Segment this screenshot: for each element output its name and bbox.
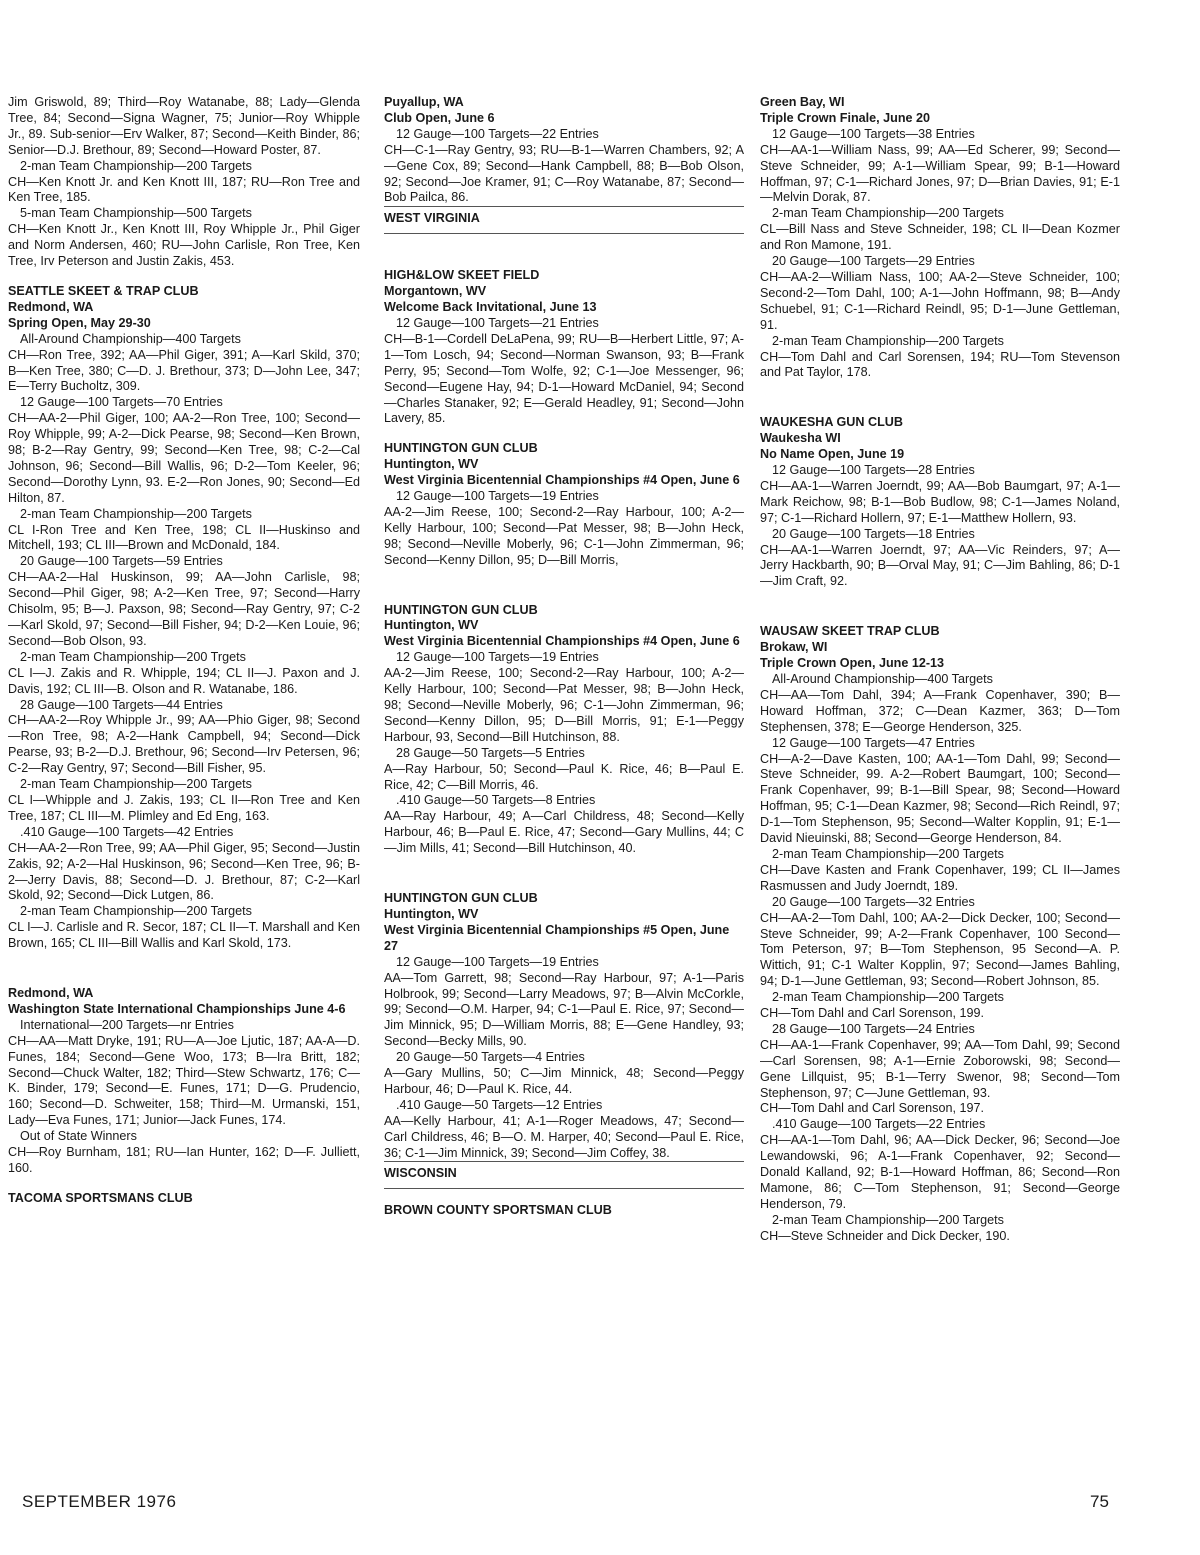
club-heading: HUNTINGTON GUN CLUB [384, 441, 538, 456]
results-paragraph: CL I—J. Zakis and R. Whipple, 194; CL II—J. Paxon and J. Davis, 192; CL III—B. Olson and R. Watanabe, 186. [8, 665, 360, 696]
club-heading: Waukesha WI [760, 431, 841, 446]
results-paragraph: CL I—J. Carlisle and R. Secor, 187; CL II—T. Marshall and Ken Brown, 165; CL III—Bill Wallis and Karl Skold, 173. [8, 920, 360, 951]
event-line: 2-man Team Championship—200 Targets [20, 777, 252, 792]
club-heading: Brokaw, WI [760, 640, 828, 655]
results-paragraph: CH—Steve Schneider and Dick Decker, 190. [760, 1228, 1010, 1243]
results-paragraph: CH—AA-1—William Nass, 99; AA—Ed Scherer, 99; Second—Steve Schneider, 99; A-1—William Spear, 99; B-1—Howard Hoffman, 97; C-1—Richard Jones, 97; D—Brian Davies, 91; E-1—Melvin Dorak, 87. [760, 142, 1120, 205]
event-line: All-Around Championship—400 Targets [772, 672, 993, 686]
results-paragraph: CH—AA—Tom Dahl, 394; A—Frank Copenhaver, 390; B—Howard Hoffman, 372; C—Dean Kazmer, 363; D—Tom Stephensen, 378; E—George Henderson, 325. [760, 687, 1120, 734]
results-paragraph: A—Gary Mullins, 50; C—Jim Minnick, 48; Second—Peggy Harbour, 46; D—Paul K. Rice, 44. [384, 1066, 744, 1096]
event-line: 12 Gauge—100 Targets—47 Entries [772, 735, 975, 750]
event-line: All-Around Championship—400 Targets [20, 331, 241, 346]
event-line: 20 Gauge—100 Targets—18 Entries [772, 526, 975, 541]
event-line: .410 Gauge—50 Targets—12 Entries [396, 1097, 603, 1112]
results-paragraph: CH—Roy Burnham, 181; RU—Ian Hunter, 162; D—F. Julliett, 160. [8, 1145, 360, 1175]
club-heading: Puyallup, WA [384, 95, 464, 109]
club-heading: Huntington, WV [384, 906, 479, 921]
state-heading: WISCONSIN [384, 1161, 744, 1189]
issue-date: SEPTEMBER 1976 [22, 1492, 177, 1511]
event-line: 12 Gauge—100 Targets—22 Entries [396, 126, 599, 141]
club-heading: Redmond, WA [8, 986, 94, 1001]
results-paragraph: AA—Tom Garrett, 98; Second—Ray Harbour, 97; A-1—Paris Holbrook, 99; Second—Larry Meadows, 97; B—Alvin McCorkle, 99; Second—O.M. Harper, 94; C-1—Paul E. Rice, 97; Second—Jim Minnick, 95; D—William Morris, 88; E—Gene Handley, 93; Second—Becky Mills, 90. [384, 970, 744, 1049]
event-line: 12 Gauge—100 Targets—19 Entries [396, 650, 599, 665]
results-paragraph: CH—AA-1—Frank Copenhaver, 99; AA—Tom Dahl, 99; Second—Carl Sorensen, 98; A-1—Ernie Zoborowski, 98; Second—Gene Lillquist, 95; B-1—Terry Swenor, 98; Second—Tom Stephenson, 97; C—June Gettleman, 93. [760, 1037, 1120, 1100]
results-paragraph: CH—Tom Dahl and Carl Sorenson, 199. [760, 1006, 984, 1021]
results-paragraph: AA—Ray Harbour, 49; A—Carl Childress, 48; Second—Kelly Harbour, 46; B—Paul E. Rice, 47; Second—Gary Mullins, 44; C—Jim Mills, 41; Second—Bill Hutchinson, 40. [384, 809, 744, 856]
results-paragraph: CH—Ken Knott Jr. and Ken Knott III, 187; RU—Ron Tree and Ken Tree, 185. [8, 174, 360, 205]
results-paragraph: CH—Tom Dahl and Carl Sorensen, 194; RU—Tom Stevenson and Pat Taylor, 178. [760, 349, 1120, 380]
event-line: 12 Gauge—100 Targets—70 Entries [20, 395, 223, 410]
club-heading: SEATTLE SKEET & TRAP CLUB [8, 283, 199, 298]
results-paragraph: CH—AA-2—Hal Huskinson, 99; AA—John Carlisle, 98; Second—Phil Giger, 98; A-2—Ken Tree, 97; Second—Harry Chisolm, 95; B—J. Paxson, 98; Second—Ray Gentry, 97; C-2—Karl Skold, 97; Second—Bill Fisher, 94; D-2—Ken Louie, 96; Second—Bob Olson, 93. [8, 570, 360, 648]
club-heading: Huntington, WV [384, 618, 479, 633]
club-heading: No Name Open, June 19 [760, 447, 905, 462]
club-heading: TACOMA SPORTSMANS CLUB [8, 1190, 193, 1205]
event-line: 2-man Team Championship—200 Trgets [20, 649, 246, 664]
state-heading: WEST VIRGINIA [384, 206, 744, 234]
event-line: 12 Gauge—100 Targets—28 Entries [772, 463, 975, 478]
results-paragraph: AA—Kelly Harbour, 41; A-1—Roger Meadows, 47; Second—Carl Childress, 46; B—O. M. Harper, 40; Second—Paul E. Rice, 36; C-1—Jim Minnick, 39; Second—Jim Coffey, 38. [384, 1113, 744, 1160]
event-line: 2-man Team Championship—200 Targets [772, 206, 1004, 221]
event-line: 2-man Team Championship—200 Targets [20, 904, 252, 919]
event-line: 28 Gauge—100 Targets—44 Entries [20, 697, 223, 712]
results-paragraph: CH—AA-2—Phil Giger, 100; AA-2—Ron Tree, 100; Second—Roy Whipple, 99; A-2—Dick Pearse, 98; Second—Ken Brown, 98; B-2—Ray Gentry, 99; Second—Ken Tree, 98; C-2—Cal Johnson, 96; Second—Bill Wallis, 96; D-2—Tom Keeler, 96; Second—Dorothy Lynn, 93. E-2—Ron Jones, 90; Second—Ed Hilton, 87. [8, 411, 360, 505]
results-paragraph: CH—Tom Dahl and Carl Sorenson, 197. [760, 1101, 984, 1116]
club-heading: Washington State International Championships June 4-6 [8, 1001, 346, 1016]
event-line: 2-man Team Championship—200 Targets [772, 846, 1004, 861]
club-heading: Welcome Back Invitational, June 13 [384, 300, 597, 315]
results-paragraph: CH—AA—Matt Dryke, 191; RU—A—Joe Ljutic, 187; AA-A—D. Funes, 184; Second—Gene Woo, 173; B—Ira Britt, 182; Second—Chuck Walter, 182; Third—Stew Schwartz, 176; C—K. Binder, 179; Second—E. Funes, 171; D—G. Prudencio, 160; Second—D. Schweiter, 158; Third—M. Urmanski, 151, Lady—Eva Funes, 171; Junior—Jack Funes, 174. [8, 1033, 360, 1128]
club-heading: West Virginia Bicentennial Championships #5 Open, June 27 [384, 922, 730, 953]
event-line: 12 Gauge—100 Targets—19 Entries [396, 954, 599, 969]
event-line: International—200 Targets—nr Entries [20, 1017, 234, 1032]
club-heading: WAUSAW SKEET TRAP CLUB [760, 624, 940, 639]
event-line: 12 Gauge—100 Targets—19 Entries [396, 489, 599, 504]
club-heading: Club Open, June 6 [384, 110, 495, 125]
club-heading: West Virginia Bicentennial Championships #4 Open, June 6 [384, 473, 740, 488]
page-number: 75 [1090, 1492, 1109, 1511]
event-line: Out of State Winners [20, 1129, 137, 1144]
results-paragraph: AA-2—Jim Reese, 100; Second-2—Ray Harbour, 100; A-2—Kelly Harbour, 100; Second—Pat Messer, 98; B—John Heck, 98; Second—Neville Moberly, 96; C-1—John Zimmerman, 96; Second—Kenny Dillon, 95; D—Bill Morris, 91; E-1—Peggy Harbour, 93, Second—Bill Hutchinson, 88. [384, 666, 744, 744]
club-heading: Triple Crown Finale, June 20 [760, 110, 931, 125]
results-paragraph: CL I—Whipple and J. Zakis, 193; CL II—Ron Tree and Ken Tree, 187; CL III—M. Plimley and Ed Eng, 163. [8, 792, 360, 823]
club-heading: Morgantown, WV [384, 284, 487, 299]
results-paragraph: CH—C-1—Ray Gentry, 93; RU—B-1—Warren Chambers, 92; A—Gene Cox, 89; Second—Hank Campbell, 88; B—Bob Olson, 92; Second—Joe Kramer, 91; C—Roy Watanabe, 87; Second—Bob Pailca, 86. [384, 142, 744, 205]
results-paragraph: CH—AA-2—William Nass, 100; AA-2—Steve Schneider, 100; Second-2—Tom Dahl, 100; A-1—John Hoffmann, 98; B—Andy Schuebel, 91; C-1—Richard Reindl, 95; D-1—June Gettleman, 91. [760, 269, 1120, 332]
results-paragraph: AA-2—Jim Reese, 100; Second-2—Ray Harbour, 100; A-2—Kelly Harbour, 100; Second—Pat Messer, 98; B—John Heck, 98; Second—Neville Moberly, 96; C-1—John Zimmerman, 96; Second—Kenny Dillon, 95; D—Bill Morris, [384, 504, 744, 567]
results-paragraph: CL I-Ron Tree and Ken Tree, 198; CL II—Huskinso and Mitchell, 193; CL III—Brown and McDonald, 184. [8, 522, 360, 553]
results-paragraph: CH—AA-2—Ron Tree, 99; AA—Phil Giger, 95; Second—Justin Zakis, 92; A-2—Hal Huskinson, 96; Second—Ken Tree, 96; B-2—Jerry Davis, 88; Second—D. J. Brethour, 87; C-2—Karl Skold, 92; Second—Dick Lutgen, 86. [8, 840, 360, 903]
event-line: .410 Gauge—50 Targets—8 Entries [396, 793, 596, 808]
event-line: 12 Gauge—100 Targets—21 Entries [396, 315, 599, 330]
event-line: .410 Gauge—100 Targets—22 Entries [772, 1117, 986, 1132]
results-paragraph: CH—AA-1—Warren Joerndt, 99; AA—Bob Baumgart, 97; A-1—Mark Reichow, 98; B-1—Bob Budlow, 98; C-1—James Noland, 97; C-1—Richard Hollern, 97; E-1—Matthew Hollern, 93. [760, 478, 1120, 525]
results-paragraph: CH—AA-2—Tom Dahl, 100; AA-2—Dick Decker, 100; Second—Steve Schneider, 99; A-2—Frank Copenhaver, 100 Second—Tom Peterson, 97; B—Tom Stephenson, 95 Second—A. P. Wittich, 91; C-1 Walter Kopplin, 97; Second—James Bahling, 94; D-1—June Gettleman, 93; Second—Robert Johnson, 85. [760, 910, 1120, 989]
column-right [760, 95, 1120, 1245]
results-paragraph: CH—Dave Kasten and Frank Copenhaver, 199; CL II—James Rasmussen and Judy Joerndt, 189. [760, 862, 1120, 893]
club-heading: Spring Open, May 29-30 [8, 315, 151, 330]
event-line: 20 Gauge—100 Targets—59 Entries [20, 554, 223, 569]
club-heading: HUNTINGTON GUN CLUB [384, 602, 538, 617]
results-paragraph: A—Ray Harbour, 50; Second—Paul K. Rice, 46; B—Paul E. Rice, 42; C—Bill Morris, 46. [384, 761, 744, 792]
event-line: 2-man Team Championship—200 Targets [772, 1212, 1004, 1227]
results-paragraph: CH—AA-1—Tom Dahl, 96; AA—Dick Decker, 96; Second—Joe Lewandowski, 96; A-1—Frank Copenhaver, 92; Second—Donald Kalland, 92; B-1—Howard Hoffman, 86; Second—Ron Mamone, 86; C—Tom Stephenson, 91; Second—George Henderson, 79. [760, 1133, 1120, 1211]
club-heading: Huntington, WV [384, 457, 479, 472]
results-paragraph: CH—Ken Knott Jr., Ken Knott III, Roy Whipple Jr., Phil Giger and Norm Andersen, 460; RU—John Carlisle, Ron Tree, Ken Tree, Irv Peterson and Justin Zakis, 453. [8, 222, 360, 269]
results-paragraph: CH—A-2—Dave Kasten, 100; AA-1—Tom Dahl, 99; Second—Steve Schneider, 99. A-2—Robert Baumgart, 100; Second—Frank Copenhaver, 99; B-1—Bill Spear, 98; Second—Howard Hoffman, 95; C-1—Dean Kazmer, 98; Second—Rich Reindl, 97; D-1—Tom Stephenson, 95; Second—Walter Kopplin, 91; E-1—David Nieuinski, 88; Second—George Henderson, 84. [760, 751, 1120, 846]
event-line: 5-man Team Championship—500 Targets [20, 206, 252, 221]
event-line: 2-man Team Championship—200 Targets [772, 333, 1004, 348]
results-paragraph: CL—Bill Nass and Steve Schneider, 198; CL II—Dean Kozmer and Ron Mamone, 191. [760, 222, 1120, 253]
event-line: 20 Gauge—100 Targets—29 Entries [772, 254, 975, 269]
club-heading: HIGH&LOW SKEET FIELD [384, 268, 540, 283]
event-line: .410 Gauge—100 Targets—42 Entries [20, 824, 234, 839]
club-heading: WAUKESHA GUN CLUB [760, 415, 903, 430]
club-heading: BROWN COUNTY SPORTSMAN CLUB [384, 1203, 612, 1218]
column-middle [384, 95, 744, 1219]
results-paragraph: CH—AA-2—Roy Whipple Jr., 99; AA—Phio Giger, 98; Second—Ron Tree, 98; A-2—Hank Campbell, 94; Second—Dick Pearse, 93; B-2—D.J. Brethour, 96; Second—Irv Petersen, 96; C-2—Ray Gentry, 97; Second—Bill Fisher, 95. [8, 713, 360, 776]
event-line: 28 Gauge—100 Targets—24 Entries [772, 1021, 975, 1036]
club-heading: Triple Crown Open, June 12-13 [760, 656, 945, 671]
results-paragraph: CH—AA-1—Warren Joerndt, 97; AA—Vic Reinders, 97; A—Jerry Hackbarth, 90; B—Orval May, 91; C—Jim Bahling, 86; D-1—Jim Craft, 92. [760, 542, 1120, 589]
event-line: 28 Gauge—50 Targets—5 Entries [396, 745, 585, 760]
event-line: 12 Gauge—100 Targets—38 Entries [772, 126, 975, 141]
event-line: 2-man Team Championship—200 Targets [20, 158, 252, 173]
results-paragraph: CH—Ron Tree, 392; AA—Phil Giger, 391; A—Karl Skild, 370; B—Ken Tree, 380; C—D. J. Brethour, 373; D—John Lee, 347; E—Terry Bucholtz, 309. [8, 347, 360, 394]
event-line: 20 Gauge—100 Targets—32 Entries [772, 894, 975, 909]
results-paragraph: CH—B-1—Cordell DeLaPena, 99; RU—B—Herbert Little, 97; A-1—Tom Losch, 94; Second—Norman Swanson, 93; B—Frank Perry, 95; Second—Tom Wolfe, 92; C-1—Joe Messenger, 96; Second—Eugene Hay, 94; D-1—Howard McDaniel, 94; Second—Charles Stanaker, 92; E—Gerald Headley, 91; Second—John Lavery, 85. [384, 331, 744, 426]
club-heading: West Virginia Bicentennial Championships #4 Open, June 6 [384, 634, 740, 649]
club-heading: Redmond, WA [8, 299, 94, 314]
results-paragraph: Jim Griswold, 89; Third—Roy Watanabe, 88; Lady—Glenda Tree, 84; Second—Signa Wagner, 75; Junior—Roy Whipple Jr., 89. Sub-senior—Erv Walker, 87; Second—Keith Binder, 86; Senior—D.J. Brethour, 89; Second—Howard Poster, 87. [8, 95, 360, 157]
club-heading: HUNTINGTON GUN CLUB [384, 891, 538, 906]
club-heading: Green Bay, WI [760, 95, 845, 109]
event-line: 20 Gauge—50 Targets—4 Entries [396, 1050, 585, 1065]
event-line: 2-man Team Championship—200 Targets [20, 506, 252, 521]
column-left [8, 95, 360, 1207]
event-line: 2-man Team Championship—200 Targets [772, 990, 1004, 1005]
